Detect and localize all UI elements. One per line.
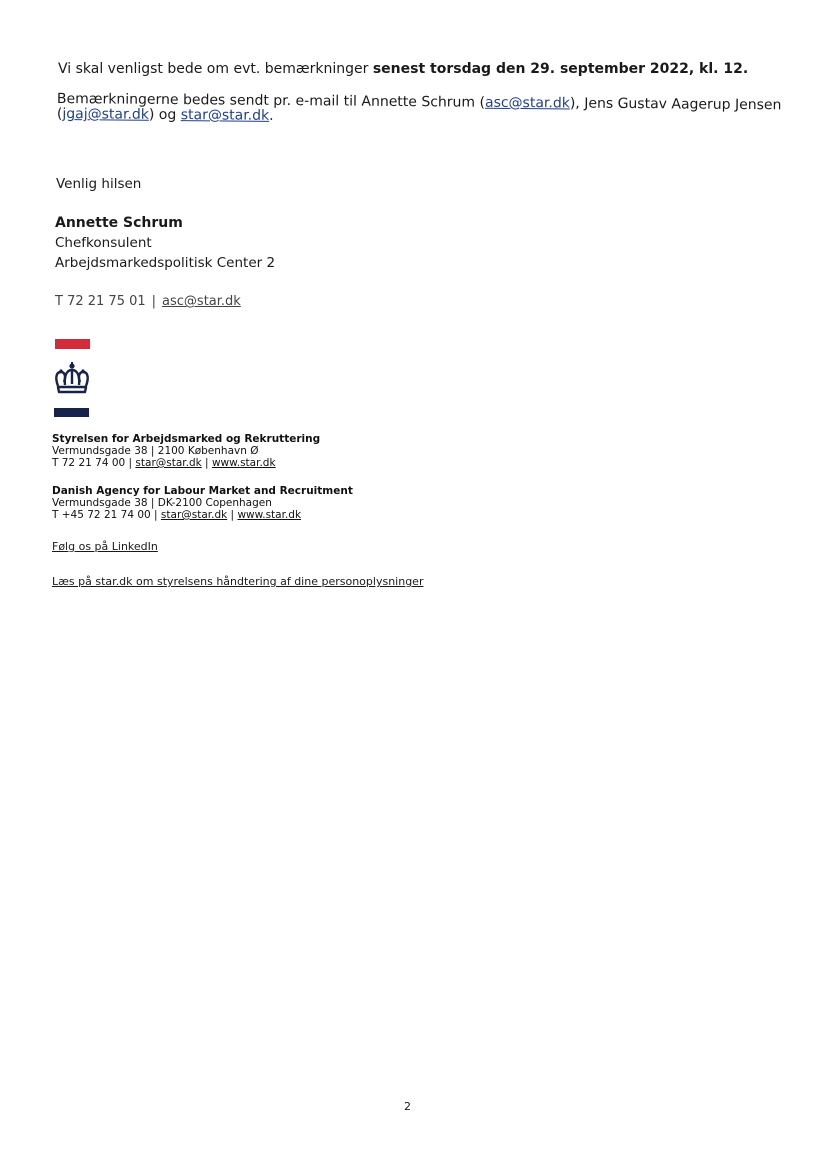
signature-name: Annette Schrum bbox=[55, 215, 183, 231]
signature-contact bbox=[55, 294, 241, 309]
agency-english-web-link[interactable]: www.star.dk bbox=[237, 509, 302, 521]
greeting: Venlig hilsen bbox=[56, 176, 142, 192]
email-link-star[interactable]: star@star.dk bbox=[180, 107, 270, 124]
logo-red-bar bbox=[55, 339, 90, 349]
agency-danish-phone: T 72 21 74 00 | bbox=[52, 457, 136, 469]
agency-danish-address: Vermundsgade 38 | 2100 København Ø bbox=[52, 445, 259, 457]
contact-text: ) og bbox=[148, 106, 181, 124]
agency-english-name: Danish Agency for Labour Market and Recruitment bbox=[52, 485, 353, 497]
contact-text: Bemærkningerne bedes sendt pr. e-mail til Annette Schrum ( bbox=[56, 91, 486, 111]
contact-text: . bbox=[269, 107, 274, 124]
agency-danish-email-link[interactable]: star@star.dk bbox=[135, 457, 202, 469]
linkedin-line bbox=[52, 540, 158, 553]
royal-crown-icon bbox=[52, 360, 92, 396]
email-link-jgaj[interactable]: jgaj@star.dk bbox=[62, 106, 149, 123]
separator: | bbox=[227, 509, 238, 521]
contact-text: ), Jens Gustav Aagerup Jensen bbox=[569, 95, 782, 114]
privacy-line bbox=[52, 575, 423, 588]
deadline-date: senest torsdag den 29. september 2022, kl. 12. bbox=[372, 61, 749, 77]
linkedin-link[interactable]: Følg os på LinkedIn bbox=[52, 540, 158, 553]
agency-danish-name: Styrelsen for Arbejdsmarked og Rekruttering bbox=[52, 433, 321, 445]
deadline-paragraph bbox=[58, 61, 748, 77]
deadline-lead-text: Vi skal venligst bede om evt. bemærkninger bbox=[58, 61, 373, 77]
agency-english-address: Vermundsgade 38 | DK-2100 Copenhagen bbox=[52, 497, 272, 509]
agency-english-email-link[interactable]: star@star.dk bbox=[160, 509, 228, 521]
contact-text: ( bbox=[56, 106, 63, 123]
signature-title: Chefkonsulent bbox=[55, 235, 152, 251]
separator: | bbox=[201, 457, 212, 469]
privacy-link[interactable]: Læs på star.dk om styrelsens håndtering af dine personoplysninger bbox=[52, 575, 424, 588]
signature-phone: T 72 21 75 01 bbox=[55, 294, 146, 309]
separator: | bbox=[151, 294, 157, 309]
page-number: 2 bbox=[404, 1100, 411, 1113]
signature-department: Arbejdsmarkedspolitisk Center 2 bbox=[55, 255, 276, 271]
agency-danish-block bbox=[52, 433, 320, 469]
agency-english-phone: T +45 72 21 74 00 | bbox=[52, 509, 161, 521]
agency-danish-web-link[interactable]: www.star.dk bbox=[211, 457, 276, 469]
contact-paragraph-line2 bbox=[57, 106, 274, 124]
email-link-asc[interactable]: asc@star.dk bbox=[484, 94, 570, 112]
agency-english-block bbox=[52, 485, 353, 521]
signature-email-link[interactable]: asc@star.dk bbox=[162, 294, 241, 309]
logo-navy-bar bbox=[54, 408, 89, 417]
